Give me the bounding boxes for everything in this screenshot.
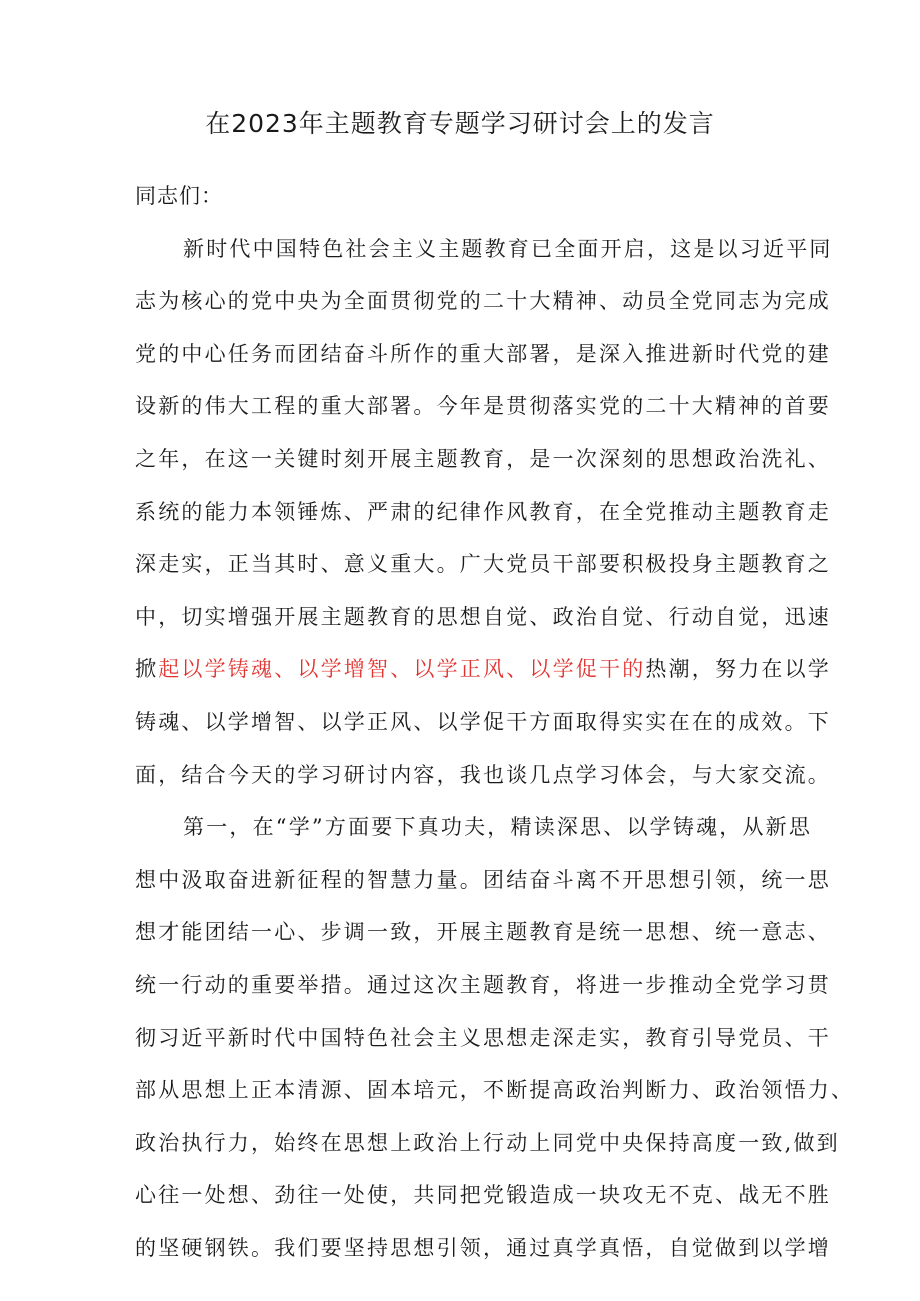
- line-text-after: 热潮，努力在以学: [645, 657, 832, 682]
- paragraph-line: 彻习近平新时代中国特色社会主义思想走深走实，教育引导党员、干: [135, 1025, 831, 1050]
- highlighted-text: 起以学铸魂、以学增智、以学正风、以学促干的: [158, 657, 646, 682]
- paragraph-line-highlighted: [135, 643, 832, 696]
- paragraph-line: 铸魂、以学增智、以学正风、以学促干方面取得实实在在的成效。下: [135, 709, 831, 734]
- paragraph-line: 中，切实增强开展主题教育的思想自觉、政治自觉、行动自觉，迅速: [135, 604, 831, 629]
- paragraph-line: 部从思想上正本清源、固本培元，不断提高政治判断力、政治领悟力、: [135, 1078, 855, 1103]
- paragraph-line: 的坚硬钢铁。我们要坚持思想引领，通过真学真悟，自觉做到以学增: [135, 1235, 831, 1260]
- document-title: 在2023年主题教育专题学习研讨会上的发言: [205, 109, 715, 138]
- paragraph-line: 新时代中国特色社会主义主题教育已全面开启，这是以习近平同: [183, 236, 833, 261]
- line-text-before: 掀: [135, 657, 159, 682]
- document-body: [135, 170, 855, 1274]
- paragraph-line: 之年，在这一关键时刻开展主题教育，是一次深刻的思想政治洗礼、: [135, 446, 831, 471]
- paragraph-line: 设新的伟大工程的重大部署。今年是贯彻落实党的二十大精神的首要: [135, 394, 831, 419]
- paragraph-line: 想中汲取奋进新征程的智慧力量。团结奋斗离不开思想引领，统一思: [135, 867, 831, 892]
- paragraph-line: 志为核心的党中央为全面贯彻党的二十大精神、动员全党同志为完成: [135, 289, 831, 314]
- paragraph-line: 政治执行力，始终在思想上政治上行动上同党中央保持高度一致,做到: [135, 1130, 840, 1155]
- salutation: 同志们：: [135, 184, 223, 208]
- paragraph-line: 统一行动的重要举措。通过这次主题教育，将进一步推动全党学习贯: [135, 972, 831, 997]
- paragraph-line: 想才能团结一心、步调一致，开展主题教育是统一思想、统一意志、: [135, 920, 831, 945]
- paragraph-line: 系统的能力本领锤炼、严肃的纪律作风教育，在全党推动主题教育走: [135, 499, 831, 524]
- paragraph-line: 面，结合今天的学习研讨内容，我也谈几点学习体会，与大家交流。: [135, 762, 831, 787]
- paragraph-line: 深走实，正当其时、意义重大。广大党员干部要积极投身主题教育之: [135, 552, 831, 577]
- paragraph-line: 心往一处想、劲往一处使，共同把党锻造成一块攻无不克、战无不胜: [135, 1183, 831, 1208]
- paragraph-line: 第一，在“学”方面要下真功夫，精读深思、以学铸魂，从新思: [183, 815, 813, 840]
- paragraph-line: 党的中心任务而团结奋斗所作的重大部署，是深入推进新时代党的建: [135, 341, 831, 366]
